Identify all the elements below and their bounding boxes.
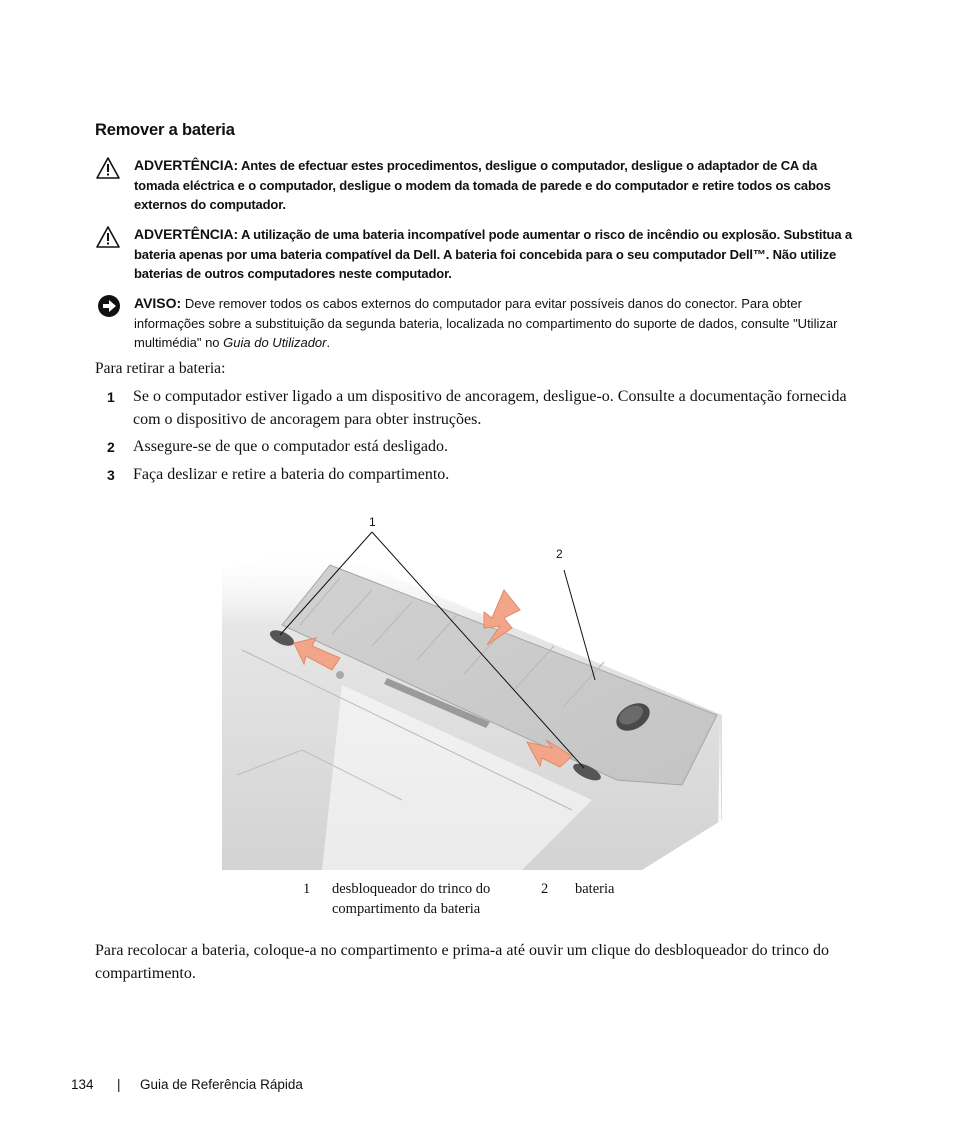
step-number: 1: [107, 389, 115, 405]
notice-lead: AVISO:: [134, 295, 182, 311]
warning-notice-2: [95, 225, 865, 284]
footer-title: Guia de Referência Rápida: [140, 1077, 303, 1092]
intro-text: Para retirar a bateria:: [95, 360, 226, 377]
notice-aviso: [95, 294, 865, 353]
warning-triangle-icon: [95, 225, 121, 249]
section-heading: Remover a bateria: [95, 121, 235, 139]
legend-text-2: bateria: [575, 881, 615, 897]
step-text: Assegure-se de que o computador está desligado.: [133, 438, 449, 455]
callout-label-2: 2: [556, 547, 563, 561]
step-number: 2: [107, 439, 115, 455]
notice-text-before: Deve remover todos os cabos externos do computador para evitar possíveis danos do conector. Para obter informações sobre a substituição da segunda bateria, localizada no compartimento do suporte de dados, consulte "Utilizar multimédia" no: [134, 296, 838, 350]
warning-lead: ADVERTÊNCIA:: [134, 157, 238, 173]
notice-arrow-icon: [97, 294, 123, 318]
legend-num-1: 1: [303, 881, 311, 897]
warning-text: A utilização de uma bateria incompatível pode aumentar o risco de incêndio ou explosão. Substitua a bateria apenas por uma bateria compatível da Dell. A bateria foi concebida para o seu computador Dell™. Não utilize baterias de outros computadores neste computador.: [134, 227, 852, 281]
page-number: 134: [71, 1077, 94, 1092]
step-text: Se o computador estiver ligado a um dispositivo de ancoragem, desligue-o. Consulte a documentação fornecida com o dispositivo de ancoragem para obter instruções.: [133, 388, 847, 428]
notice-text-after: .: [326, 335, 331, 350]
steps-list: [95, 386, 865, 491]
warning-notice-1: [95, 156, 865, 215]
warning-text: Antes de efectuar estes procedimentos, desligue o computador, desligue o adaptador de CA da tomada eléctrica e o computador, desligue o modem da tomada de parede e do computador e retire todos os cabos externos do computador.: [134, 158, 831, 212]
step-item: [95, 436, 865, 459]
legend-text-1: desbloqueador do trinco do compartimento da bateria: [332, 881, 491, 917]
step-text: Faça deslizar e retire a bateria do compartimento.: [133, 465, 450, 483]
step-item: [95, 386, 865, 431]
notice-italic-ref: Guia do Utilizador: [223, 335, 327, 350]
step-item: [95, 464, 865, 487]
battery-removal-illustration: [222, 510, 732, 870]
step-number: 3: [107, 466, 115, 483]
warning-lead: ADVERTÊNCIA:: [134, 226, 238, 242]
warning-triangle-icon: [95, 156, 121, 180]
callout-label-1: 1: [369, 515, 376, 529]
footer-separator: |: [117, 1077, 121, 1092]
closing-paragraph: Para recolocar a bateria, coloque-a no compartimento e prima-a até ouvir um clique do desbloqueador do trinco do compartimento.: [95, 942, 829, 982]
legend-num-2: 2: [541, 881, 549, 897]
